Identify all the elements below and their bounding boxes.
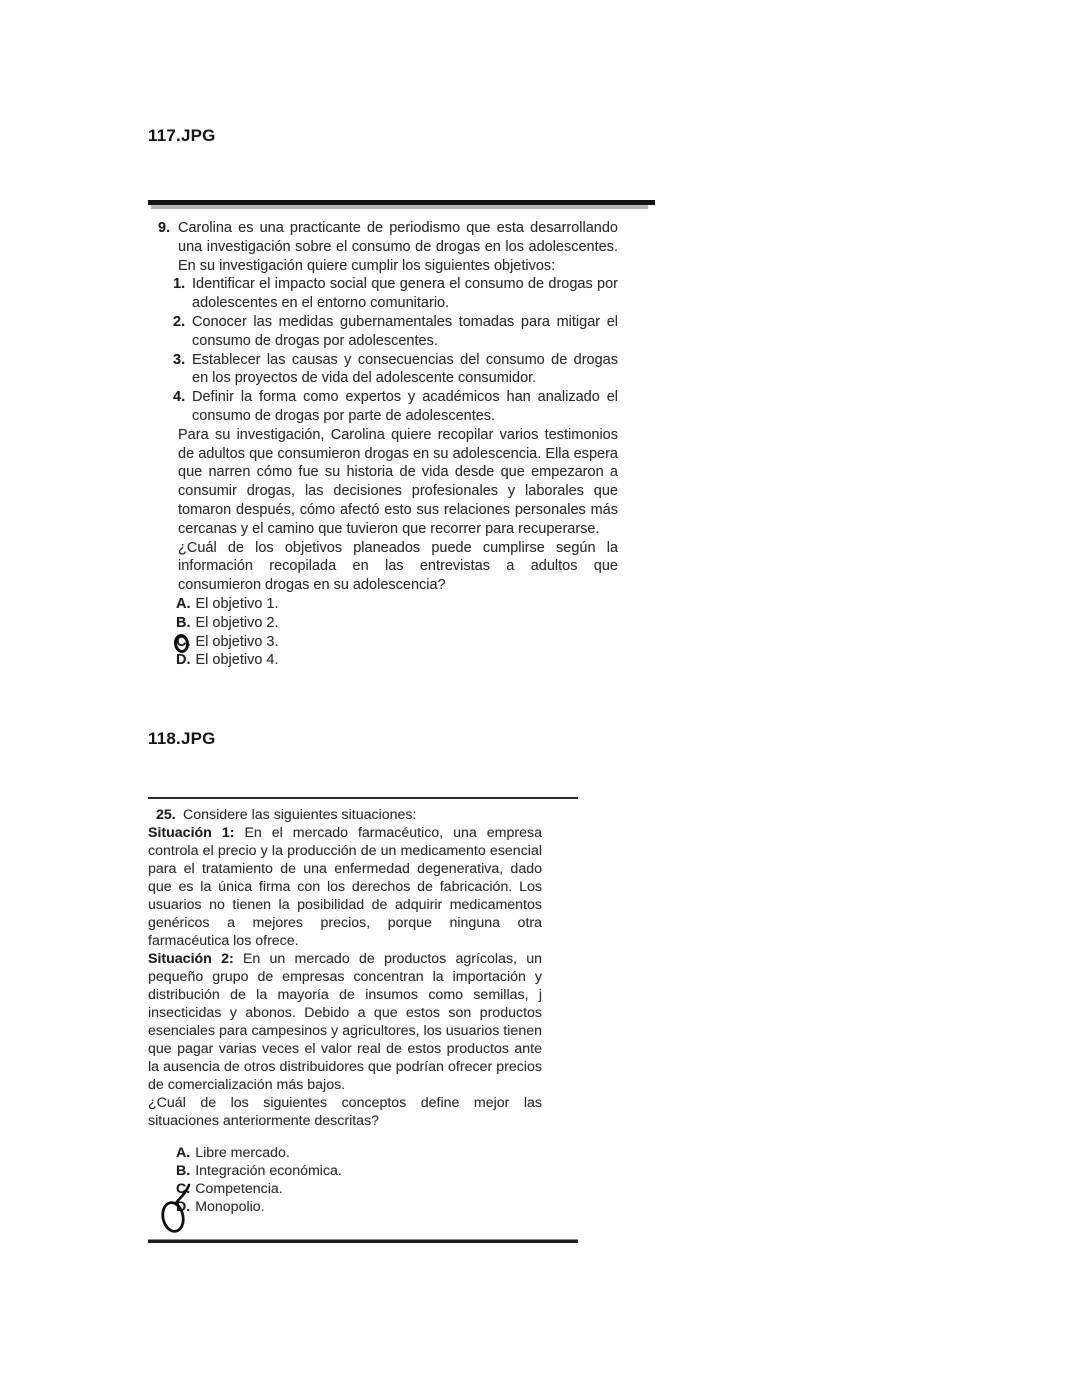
objective-number: 1. [173, 276, 186, 293]
image-filename-117: 117.JPG [148, 126, 216, 145]
objective-item [173, 313, 618, 351]
option-row-c [176, 1180, 578, 1198]
question-number: 9. [158, 220, 171, 236]
option-letter: D. [176, 1199, 191, 1215]
option-text: Libre mercado. [195, 1145, 290, 1161]
option-row-c-marked [176, 633, 618, 652]
objective-item [173, 275, 618, 313]
objective-text: Identificar el impacto social que genera el consumo de drogas por adolescentes en el entorno comunitario. [192, 276, 618, 312]
scan2-bottom-rule [148, 1240, 578, 1243]
objective-text: Establecer las causas y consecuencias del consumo de drogas en los proyectos de vida del adolescente consumidor. [192, 351, 618, 387]
objective-item [173, 388, 618, 426]
scanned-question-9 [148, 200, 655, 670]
option-row-a [176, 1144, 578, 1162]
option-letter: A. [176, 1145, 191, 1161]
answer-options [176, 595, 618, 670]
question-prompt: ¿Cuál de los siguientes conceptos define mejor las situaciones anteriormente descritas? [148, 1095, 542, 1129]
objective-text: Conocer las medidas gubernamentales tomadas para mitigar el consumo de drogas por adolescentes. [192, 313, 618, 349]
situation-2-paragraph [148, 950, 542, 1094]
question-25-content [148, 799, 578, 1243]
option-letter: B. [176, 1163, 191, 1179]
option-row-d [176, 651, 618, 670]
option-text: Monopolio. [195, 1199, 265, 1215]
situation-1-paragraph [148, 824, 542, 950]
objective-number: 3. [173, 351, 186, 368]
option-letter: B. [176, 614, 191, 631]
option-row-b [176, 1162, 578, 1180]
option-row-b [176, 614, 618, 633]
situation-2-label: Situación 2: [148, 951, 234, 967]
question-paragraph: Para su investigación, Carolina quiere recopilar varios testimonios de adultos que consumieron drogas en su adolescencia. Ella espera que narren cómo fue su historia de vida desde que empezaron a consumir drogas, las decisiones profesionales y laborales que tomaron después, cómo afectó esto sus relaciones personales más cercanas y el camino que tuvieron que recorrer para recuperarse. [178, 426, 618, 537]
option-text: El objetivo 3. [195, 633, 279, 650]
question-prompt: ¿Cuál de los objetivos planeados puede cumplirse según la información recopilada en las entrevistas a adultos que consumieron drogas en su adolescencia? [178, 539, 618, 594]
option-letter: C. [176, 633, 191, 652]
question-intro: Considere las siguientes situaciones: [183, 807, 417, 823]
situation-2-text: En un mercado de productos agrícolas, un pequeño grupo de empresas concentran la importación y distribución de la mayoría de insumos como semillas, j insecticidas y abonos. Debido a que estos son productos esenciales para campesinos y agricultores, los usuarios tienen que pagar varias veces el valor real de estos productos ante la ausencia de otros distribuidores que podrían ofrecer precios de comercialización más bajos. [148, 951, 542, 1093]
question-25 [156, 806, 578, 824]
option-text: El objetivo 4. [195, 652, 279, 669]
option-row-d-marked [176, 1198, 578, 1216]
objective-number: 4. [173, 389, 186, 406]
option-letter: D. [176, 652, 191, 669]
answer-options [176, 1144, 578, 1216]
objective-number: 2. [173, 313, 186, 330]
question-body [173, 219, 618, 670]
option-row-a [176, 595, 618, 614]
option-text: Integración económica. [195, 1163, 342, 1179]
objective-text: Definir la forma como expertos y académicos han analizado el consumo de drogas por parte de adolescentes. [192, 389, 618, 424]
situation-1-text: En el mercado farmacéutico, una empresa controla el precio y la producción de un medicamento esencial para el tratamiento de una enfermedad degenerativa, dado que es la única firma con los derechos de fabricación. Los usuarios no tienen la posibilidad de adquirir medicamentos genéricos a mejores precios, porque ninguna otra farmacéutica los ofrece. [148, 825, 542, 949]
question-9-content [148, 209, 618, 670]
objective-item [173, 351, 618, 389]
scanned-question-25 [148, 797, 578, 1243]
situation-1-label: Situación 1: [148, 825, 235, 841]
option-text: El objetivo 1. [195, 595, 279, 612]
option-letter: C. [176, 1181, 191, 1197]
option-letter: A. [176, 595, 191, 612]
question-9 [158, 219, 618, 670]
question-number: 25. [156, 807, 176, 823]
option-text: Competencia. [195, 1181, 283, 1197]
image-filename-118: 118.JPG [148, 729, 216, 748]
question-intro: Carolina es una practicante de periodismo que esta desarrollando una investigación sobre el consumo de drogas en los adolescentes. En su investigación quiere cumplir los siguientes objetivos: [178, 220, 618, 274]
option-text: El objetivo 2. [195, 614, 279, 631]
